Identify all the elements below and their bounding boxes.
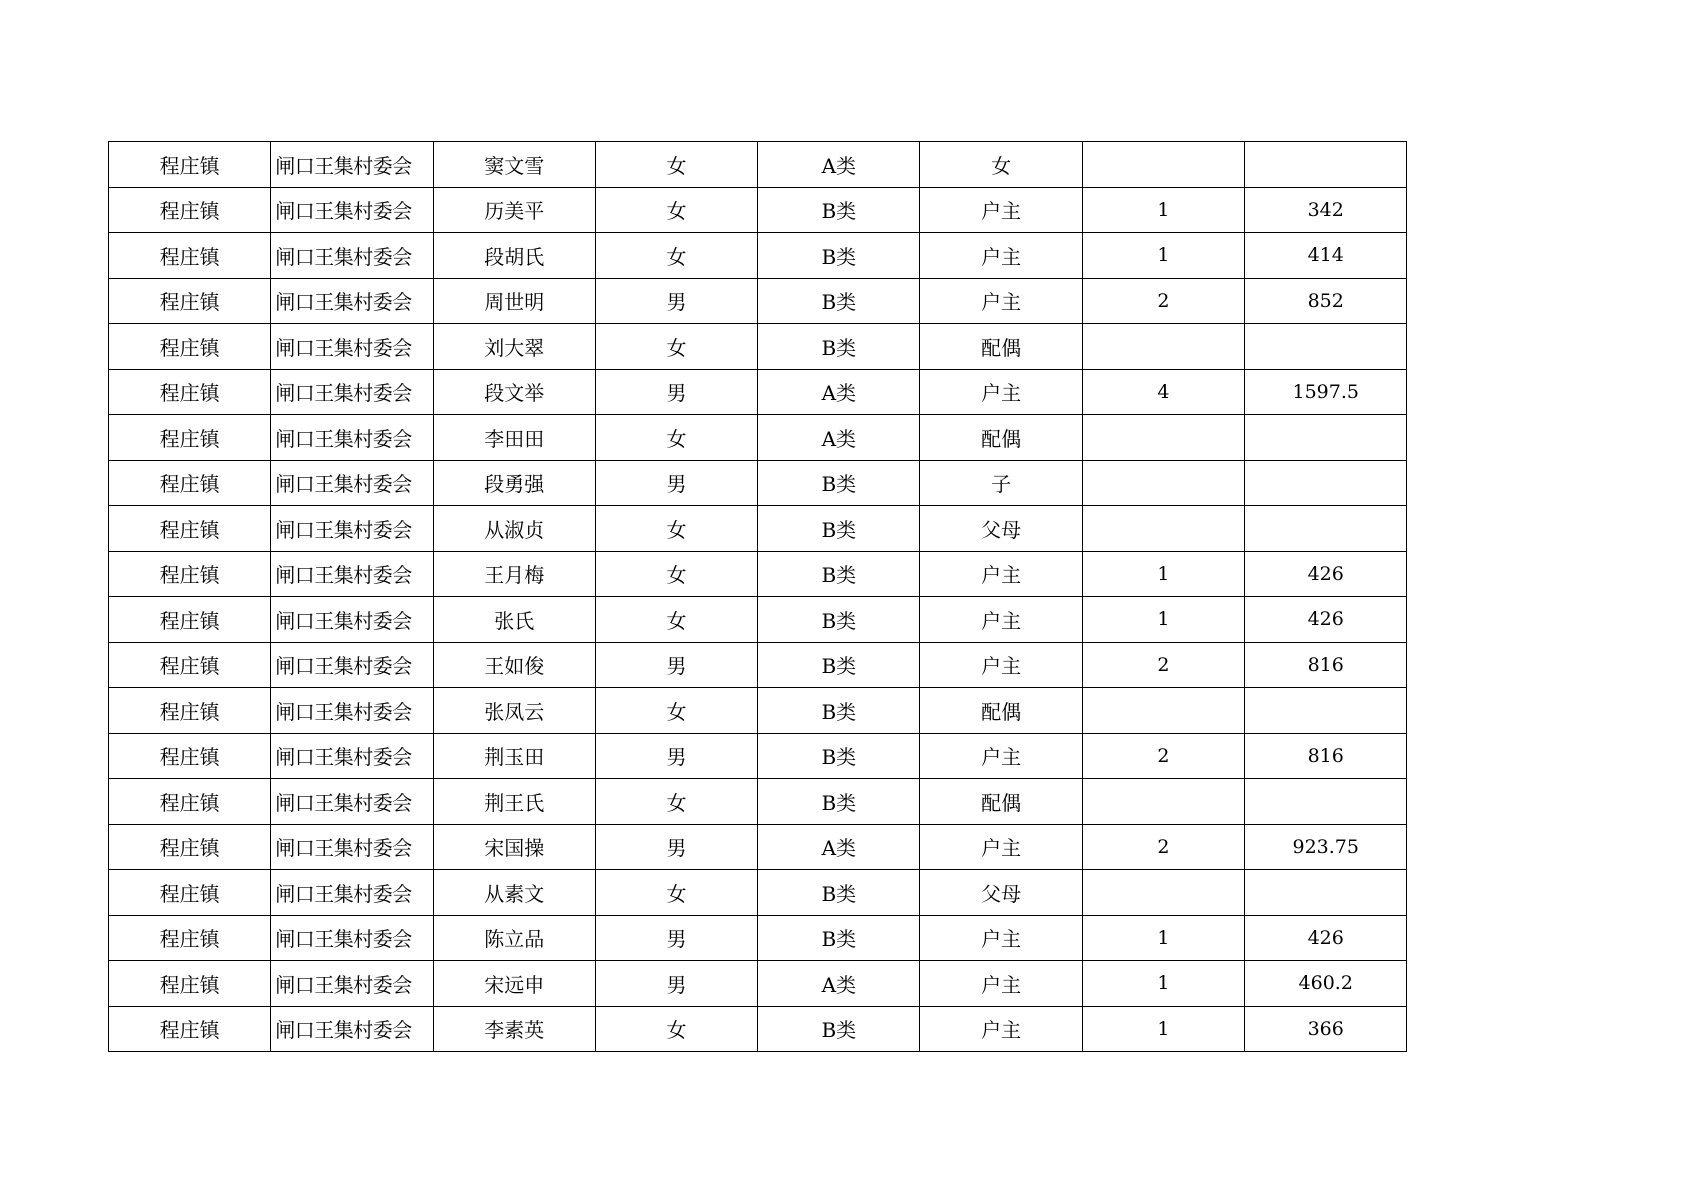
town-cell: 程庄镇	[109, 961, 271, 1007]
household-size-cell: 1	[1082, 1006, 1244, 1052]
town-cell: 程庄镇	[109, 597, 271, 643]
amount-cell: 852	[1245, 278, 1407, 324]
village-cell: 闸口王集村委会	[271, 824, 433, 870]
category-cell: B类	[758, 506, 920, 552]
relation-cell: 户主	[920, 278, 1082, 324]
relation-cell: 配偶	[920, 779, 1082, 825]
category-cell: A类	[758, 415, 920, 461]
village-cell: 闸口王集村委会	[271, 915, 433, 961]
town-cell: 程庄镇	[109, 278, 271, 324]
relation-cell: 父母	[920, 506, 1082, 552]
name-cell: 历美平	[433, 187, 595, 233]
name-cell: 从淑贞	[433, 506, 595, 552]
gender-cell: 男	[595, 369, 757, 415]
table-row	[109, 233, 1407, 279]
table-row	[109, 278, 1407, 324]
table-row	[109, 460, 1407, 506]
household-size-cell: 1	[1082, 551, 1244, 597]
category-cell: B类	[758, 688, 920, 734]
village-cell: 闸口王集村委会	[271, 779, 433, 825]
gender-cell: 女	[595, 688, 757, 734]
relation-cell: 父母	[920, 870, 1082, 916]
relation-cell: 女	[920, 142, 1082, 188]
name-cell: 李素英	[433, 1006, 595, 1052]
amount-cell: 1597.5	[1245, 369, 1407, 415]
amount-cell: 366	[1245, 1006, 1407, 1052]
relation-cell: 户主	[920, 187, 1082, 233]
name-cell: 窦文雪	[433, 142, 595, 188]
amount-cell	[1245, 324, 1407, 370]
gender-cell: 女	[595, 506, 757, 552]
town-cell: 程庄镇	[109, 369, 271, 415]
household-size-cell	[1082, 506, 1244, 552]
amount-cell: 414	[1245, 233, 1407, 279]
amount-cell: 816	[1245, 642, 1407, 688]
gender-cell: 男	[595, 642, 757, 688]
category-cell: B类	[758, 733, 920, 779]
town-cell: 程庄镇	[109, 733, 271, 779]
household-size-cell	[1082, 142, 1244, 188]
gender-cell: 女	[595, 415, 757, 461]
amount-cell: 460.2	[1245, 961, 1407, 1007]
gender-cell: 男	[595, 961, 757, 1007]
household-size-cell: 2	[1082, 642, 1244, 688]
category-cell: B类	[758, 324, 920, 370]
table-row	[109, 642, 1407, 688]
name-cell: 张氏	[433, 597, 595, 643]
table-row	[109, 915, 1407, 961]
household-size-cell: 1	[1082, 961, 1244, 1007]
gender-cell: 女	[595, 324, 757, 370]
name-cell: 从素文	[433, 870, 595, 916]
relief-roster-table	[108, 141, 1407, 1052]
gender-cell: 女	[595, 779, 757, 825]
amount-cell: 426	[1245, 915, 1407, 961]
household-size-cell: 1	[1082, 597, 1244, 643]
village-cell: 闸口王集村委会	[271, 460, 433, 506]
table-row	[109, 824, 1407, 870]
village-cell: 闸口王集村委会	[271, 324, 433, 370]
household-size-cell	[1082, 460, 1244, 506]
gender-cell: 男	[595, 824, 757, 870]
relation-cell: 配偶	[920, 688, 1082, 734]
name-cell: 张凤云	[433, 688, 595, 734]
roster-body	[109, 142, 1407, 1052]
village-cell: 闸口王集村委会	[271, 233, 433, 279]
category-cell: A类	[758, 961, 920, 1007]
gender-cell: 男	[595, 733, 757, 779]
gender-cell: 男	[595, 278, 757, 324]
category-cell: B类	[758, 233, 920, 279]
village-cell: 闸口王集村委会	[271, 369, 433, 415]
amount-cell	[1245, 506, 1407, 552]
amount-cell	[1245, 779, 1407, 825]
town-cell: 程庄镇	[109, 233, 271, 279]
category-cell: B类	[758, 779, 920, 825]
village-cell: 闸口王集村委会	[271, 1006, 433, 1052]
household-size-cell: 2	[1082, 824, 1244, 870]
name-cell: 周世明	[433, 278, 595, 324]
amount-cell	[1245, 142, 1407, 188]
town-cell: 程庄镇	[109, 187, 271, 233]
table-row	[109, 1006, 1407, 1052]
name-cell: 宋国操	[433, 824, 595, 870]
household-size-cell	[1082, 324, 1244, 370]
amount-cell: 923.75	[1245, 824, 1407, 870]
gender-cell: 女	[595, 870, 757, 916]
household-size-cell: 1	[1082, 915, 1244, 961]
household-size-cell	[1082, 870, 1244, 916]
category-cell: B类	[758, 1006, 920, 1052]
village-cell: 闸口王集村委会	[271, 688, 433, 734]
category-cell: A类	[758, 142, 920, 188]
town-cell: 程庄镇	[109, 415, 271, 461]
relation-cell: 户主	[920, 233, 1082, 279]
amount-cell	[1245, 460, 1407, 506]
name-cell: 李田田	[433, 415, 595, 461]
amount-cell	[1245, 688, 1407, 734]
table-row	[109, 779, 1407, 825]
category-cell: B类	[758, 642, 920, 688]
table-row	[109, 142, 1407, 188]
amount-cell: 342	[1245, 187, 1407, 233]
relation-cell: 户主	[920, 597, 1082, 643]
amount-cell	[1245, 415, 1407, 461]
relation-cell: 户主	[920, 642, 1082, 688]
category-cell: B类	[758, 187, 920, 233]
village-cell: 闸口王集村委会	[271, 187, 433, 233]
amount-cell: 816	[1245, 733, 1407, 779]
table-row	[109, 415, 1407, 461]
village-cell: 闸口王集村委会	[271, 278, 433, 324]
household-size-cell: 1	[1082, 233, 1244, 279]
village-cell: 闸口王集村委会	[271, 597, 433, 643]
relation-cell: 户主	[920, 551, 1082, 597]
gender-cell: 女	[595, 233, 757, 279]
category-cell: A类	[758, 369, 920, 415]
village-cell: 闸口王集村委会	[271, 415, 433, 461]
gender-cell: 女	[595, 597, 757, 643]
town-cell: 程庄镇	[109, 915, 271, 961]
category-cell: B类	[758, 597, 920, 643]
name-cell: 荆王氏	[433, 779, 595, 825]
household-size-cell: 2	[1082, 733, 1244, 779]
town-cell: 程庄镇	[109, 824, 271, 870]
relation-cell: 户主	[920, 1006, 1082, 1052]
gender-cell: 男	[595, 460, 757, 506]
name-cell: 刘大翠	[433, 324, 595, 370]
name-cell: 王月梅	[433, 551, 595, 597]
name-cell: 段勇强	[433, 460, 595, 506]
relation-cell: 户主	[920, 824, 1082, 870]
category-cell: A类	[758, 824, 920, 870]
table-row	[109, 324, 1407, 370]
category-cell: B类	[758, 460, 920, 506]
village-cell: 闸口王集村委会	[271, 961, 433, 1007]
town-cell: 程庄镇	[109, 460, 271, 506]
name-cell: 陈立品	[433, 915, 595, 961]
relation-cell: 户主	[920, 961, 1082, 1007]
town-cell: 程庄镇	[109, 688, 271, 734]
village-cell: 闸口王集村委会	[271, 642, 433, 688]
town-cell: 程庄镇	[109, 1006, 271, 1052]
relation-cell: 配偶	[920, 415, 1082, 461]
category-cell: B类	[758, 551, 920, 597]
village-cell: 闸口王集村委会	[271, 142, 433, 188]
relation-cell: 配偶	[920, 324, 1082, 370]
relation-cell: 户主	[920, 915, 1082, 961]
household-size-cell: 1	[1082, 187, 1244, 233]
category-cell: B类	[758, 870, 920, 916]
gender-cell: 女	[595, 187, 757, 233]
village-cell: 闸口王集村委会	[271, 870, 433, 916]
town-cell: 程庄镇	[109, 551, 271, 597]
table-row	[109, 187, 1407, 233]
table-row	[109, 369, 1407, 415]
gender-cell: 女	[595, 551, 757, 597]
town-cell: 程庄镇	[109, 506, 271, 552]
table-row	[109, 551, 1407, 597]
table-row	[109, 597, 1407, 643]
name-cell: 王如俊	[433, 642, 595, 688]
relation-cell: 户主	[920, 733, 1082, 779]
table-row	[109, 733, 1407, 779]
village-cell: 闸口王集村委会	[271, 733, 433, 779]
table-row	[109, 506, 1407, 552]
town-cell: 程庄镇	[109, 779, 271, 825]
table-row	[109, 870, 1407, 916]
gender-cell: 女	[595, 142, 757, 188]
name-cell: 段胡氏	[433, 233, 595, 279]
category-cell: B类	[758, 915, 920, 961]
household-size-cell	[1082, 415, 1244, 461]
name-cell: 段文举	[433, 369, 595, 415]
town-cell: 程庄镇	[109, 870, 271, 916]
village-cell: 闸口王集村委会	[271, 551, 433, 597]
category-cell: B类	[758, 278, 920, 324]
household-size-cell	[1082, 688, 1244, 734]
relation-cell: 子	[920, 460, 1082, 506]
amount-cell: 426	[1245, 551, 1407, 597]
town-cell: 程庄镇	[109, 642, 271, 688]
household-size-cell: 2	[1082, 278, 1244, 324]
table-row	[109, 961, 1407, 1007]
table-row	[109, 688, 1407, 734]
town-cell: 程庄镇	[109, 142, 271, 188]
amount-cell: 426	[1245, 597, 1407, 643]
household-size-cell	[1082, 779, 1244, 825]
gender-cell: 女	[595, 1006, 757, 1052]
gender-cell: 男	[595, 915, 757, 961]
village-cell: 闸口王集村委会	[271, 506, 433, 552]
amount-cell	[1245, 870, 1407, 916]
town-cell: 程庄镇	[109, 324, 271, 370]
relation-cell: 户主	[920, 369, 1082, 415]
name-cell: 宋远申	[433, 961, 595, 1007]
household-size-cell: 4	[1082, 369, 1244, 415]
name-cell: 荆玉田	[433, 733, 595, 779]
